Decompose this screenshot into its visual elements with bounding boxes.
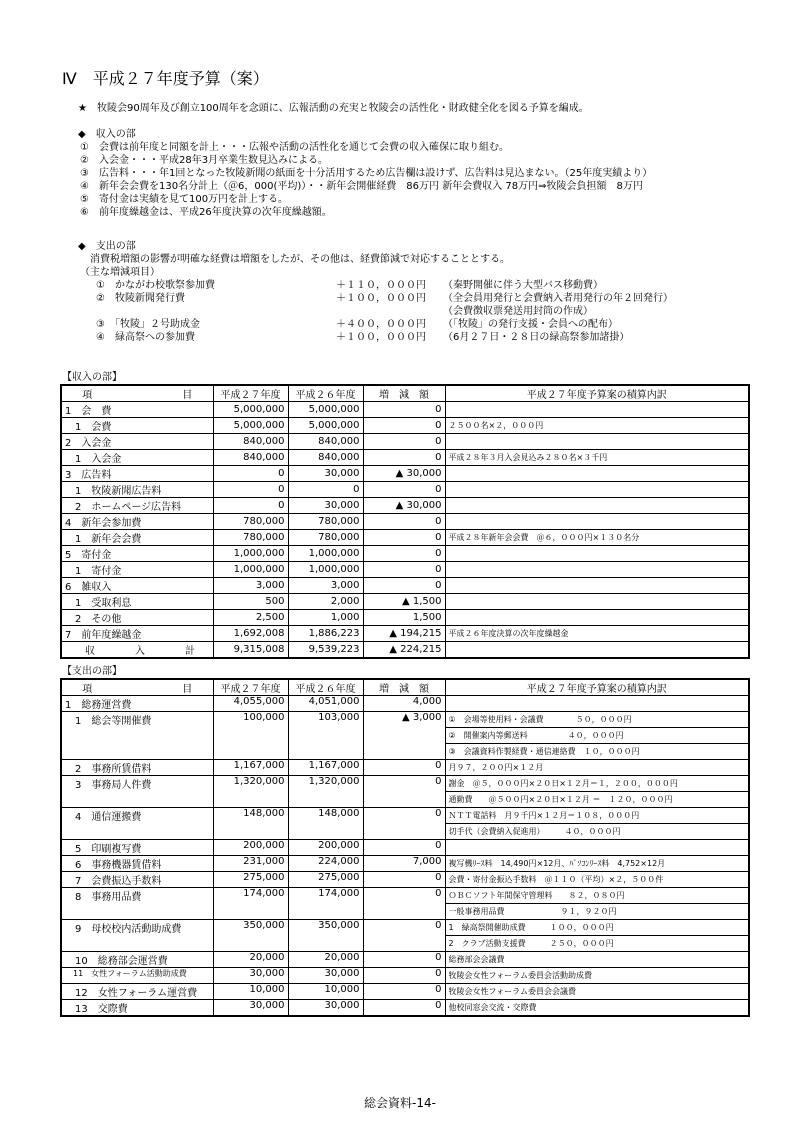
fy26-cell: 1,886,223 — [288, 626, 363, 642]
change-amount: ＋１１０，０００円 — [336, 280, 426, 291]
table-row — [61, 856, 749, 872]
fy26-cell: 1,000,000 — [288, 546, 363, 562]
table-row — [61, 530, 749, 546]
expense-table-caption: 【支出の部】 — [62, 666, 122, 677]
table-row — [61, 514, 749, 530]
table-row — [61, 402, 749, 418]
table-row — [61, 626, 749, 642]
fy26-cell: 10,000 — [288, 984, 363, 1000]
table-row — [61, 968, 749, 984]
table-row — [61, 594, 749, 610]
fy27-cell: 350,000 — [213, 920, 288, 952]
item-cell: 1 新年会会費 — [61, 530, 213, 546]
table-row — [61, 578, 749, 594]
diff-cell: 0 — [363, 872, 445, 888]
item-cell: 7 前年度繰越金 — [61, 626, 213, 642]
col-header-fy26: 平成２６年度 — [288, 679, 363, 696]
change-label: ④ 緑高祭への参加費 — [96, 332, 195, 343]
item-cell: 3 事務局人件費 — [61, 776, 213, 808]
fy26-cell: 103,000 — [288, 712, 363, 760]
item-cell: 1 入会金 — [61, 450, 213, 466]
expense-table — [60, 678, 750, 1017]
fy26-cell: 2,000 — [288, 594, 363, 610]
page-title: Ⅳ 平成２７年度予算（案） — [62, 69, 269, 88]
diff-cell: 0 — [363, 760, 445, 776]
fy27-cell: 840,000 — [213, 434, 288, 450]
breakdown-cell: 総務部会会議費 — [445, 952, 749, 968]
fy27-cell: 2,500 — [213, 610, 288, 626]
fy26-cell: 1,167,000 — [288, 760, 363, 776]
diff-cell: 0 — [363, 776, 445, 808]
income-table — [60, 384, 750, 659]
fy26-cell: 20,000 — [288, 952, 363, 968]
item-cell: 5 印刷複写費 — [61, 840, 213, 856]
diff-cell: ▲ 30,000 — [363, 466, 445, 482]
fy27-cell: 5,000,000 — [213, 402, 288, 418]
breakdown-cell: 切手代（会費納入促進用） ４０，０００円 — [445, 824, 749, 840]
income-note: ① 会費は前年度と同額を計上・・・広報や活動の活性化を通じて会費の収入確保に取り組む。 — [80, 142, 509, 153]
item-cell: 2 その他 — [61, 610, 213, 626]
change-label: ③ 「牧陵」２号助成金 — [96, 319, 200, 330]
item-cell: 6 事務機器賃借料 — [61, 856, 213, 872]
breakdown-cell: 牧陵会女性フォーラム委員会活動助成費 — [445, 968, 749, 984]
fy27-cell: 5,000,000 — [213, 418, 288, 434]
col-header-diff: 増 減 額 — [363, 679, 445, 696]
item-cell: 1 受取利息 — [61, 594, 213, 610]
table-row — [61, 562, 749, 578]
diff-cell: 0 — [363, 434, 445, 450]
income-note: ⑤ 寄付金は実績を見て100万円を計上する。 — [80, 194, 289, 205]
fy27-cell: 174,000 — [213, 888, 288, 920]
intro-text: ★ 牧陵会90周年及び創立100周年を念頭に、広報活動の充実と牧陵会の活性化・財政健全化を図る予算を編成。 — [78, 103, 589, 114]
fy26-cell: 174,000 — [288, 888, 363, 920]
fy27-cell: 0 — [213, 498, 288, 514]
fy27-cell: 148,000 — [213, 808, 288, 840]
breakdown-cell: 平成２６年度決算の次年度繰越金 — [445, 626, 749, 642]
diff-cell: 0 — [363, 450, 445, 466]
change-note: （全会員用発行と会費納入者用発行の年２回発行） — [443, 293, 673, 304]
income-note: ⑥ 前年度繰越金は、平成26年度決算の次年度繰越額。 — [80, 207, 332, 218]
fy26-cell: 1,320,000 — [288, 776, 363, 808]
change-amount: ＋１００，０００円 — [336, 332, 426, 343]
table-row — [61, 418, 749, 434]
fy26-cell: 275,000 — [288, 872, 363, 888]
item-cell: 1 総会等開催費 — [61, 712, 213, 760]
fy27-cell: 780,000 — [213, 530, 288, 546]
change-note: （秦野開催に伴う大型バス移動費） — [443, 280, 603, 291]
diff-cell: ▲ 194,215 — [363, 626, 445, 642]
page-footer: 総会資料-14- — [364, 1096, 436, 1110]
income-notes — [80, 141, 652, 219]
fy26-cell: 840,000 — [288, 450, 363, 466]
diff-cell: 0 — [363, 418, 445, 434]
breakdown-cell: 平成２８年３月入会見込み２８０名×３千円 — [445, 450, 749, 466]
item-cell: 1 会費 — [61, 418, 213, 434]
diff-cell: 0 — [363, 1000, 445, 1017]
breakdown-cell — [445, 402, 749, 418]
item-cell: 1 総務運営費 — [61, 696, 213, 712]
table-row — [61, 712, 749, 728]
item-cell: 1 牧陵新聞広告料 — [61, 482, 213, 498]
change-label: ② 牧陵新聞発行費 — [96, 293, 185, 304]
breakdown-cell — [445, 562, 749, 578]
fy26-cell: 5,000,000 — [288, 418, 363, 434]
breakdown-cell — [445, 578, 749, 594]
change-amount: ＋４００，０００円 — [336, 319, 426, 330]
change-label: ① かながわ校歌祭参加費 — [96, 280, 215, 291]
table-row — [61, 888, 749, 904]
diff-cell: ▲ 3,000 — [363, 712, 445, 760]
table-row — [61, 498, 749, 514]
fy27-cell: 275,000 — [213, 872, 288, 888]
table-row — [61, 760, 749, 776]
col-header-fy26: 平成２６年度 — [288, 385, 363, 402]
diff-cell: 1,500 — [363, 610, 445, 626]
table-row — [61, 546, 749, 562]
expense-sub: （主な増減項目） — [80, 267, 160, 278]
change-note: （6月２７日・２８日の緑高祭参加諸掛） — [443, 332, 630, 343]
item-cell: 4 新年会参加費 — [61, 514, 213, 530]
item-cell: 5 寄付金 — [61, 546, 213, 562]
table-row — [61, 482, 749, 498]
col-header-breakdown: 平成２７年度予算案の積算内訳 — [445, 385, 749, 402]
item-cell: 10 総務部会運営費 — [61, 952, 213, 968]
diff-cell: 0 — [363, 920, 445, 952]
fy27-cell: 500 — [213, 594, 288, 610]
breakdown-cell: ２５００名×２，０００円 — [445, 418, 749, 434]
fy27-cell: 3,000 — [213, 578, 288, 594]
fy26-cell: 200,000 — [288, 840, 363, 856]
fy26-cell: 840,000 — [288, 434, 363, 450]
item-cell: 8 事務用品費 — [61, 888, 213, 920]
table-row — [61, 696, 749, 712]
item-cell: 2 入会金 — [61, 434, 213, 450]
fy27-cell: 30,000 — [213, 968, 288, 984]
diff-cell: ▲ 1,500 — [363, 594, 445, 610]
change-amount: ＋１００，０００円 — [336, 293, 426, 304]
item-cell: 9 母校校内活動助成費 — [61, 920, 213, 952]
item-cell: 4 通信運搬費 — [61, 808, 213, 840]
breakdown-cell — [445, 840, 749, 856]
diff-cell: 0 — [363, 968, 445, 984]
fy26-cell: 1,000,000 — [288, 562, 363, 578]
diff-cell: 0 — [363, 530, 445, 546]
income-note: ② 入会金・・・平成28年3月卒業生数見込みによる。 — [80, 155, 329, 166]
diff-cell: 0 — [363, 952, 445, 968]
fy27-cell: 10,000 — [213, 984, 288, 1000]
diff-cell: 0 — [363, 514, 445, 530]
fy27-cell: 780,000 — [213, 514, 288, 530]
item-cell: 1 寄付金 — [61, 562, 213, 578]
item-cell: 3 広告料 — [61, 466, 213, 482]
diff-cell: 0 — [363, 888, 445, 920]
table-row — [61, 952, 749, 968]
item-cell: 12 女性フォーラム運営費 — [61, 984, 213, 1000]
fy26-cell: 3,000 — [288, 578, 363, 594]
fy26-cell: 148,000 — [288, 808, 363, 840]
breakdown-cell — [445, 498, 749, 514]
col-header-diff: 増 減 額 — [363, 385, 445, 402]
fy26-cell: 30,000 — [288, 1000, 363, 1017]
fy27-cell: 30,000 — [213, 1000, 288, 1017]
item-cell: 7 会費振込手数料 — [61, 872, 213, 888]
item-cell: 11 女性フォーラム活動助成費 — [61, 968, 213, 984]
diff-cell: 0 — [363, 482, 445, 498]
fy26-cell: 9,539,223 — [288, 642, 363, 659]
table-row — [61, 920, 749, 936]
fy27-cell: 1,167,000 — [213, 760, 288, 776]
breakdown-cell: ② 開催案内等郵送料 ４０，０００円 — [445, 728, 749, 744]
breakdown-cell: 通勤費 ＠５００円×２０日×１２月 ＝ １２０，０００円 — [445, 792, 749, 808]
diff-cell: 0 — [363, 402, 445, 418]
item-cell: 2 事務所賃借料 — [61, 760, 213, 776]
fy27-cell: 20,000 — [213, 952, 288, 968]
fy27-cell: 1,320,000 — [213, 776, 288, 808]
breakdown-cell: 謝金 ＠５，０００円×２０日×１２月＝１，２００，０００円 — [445, 776, 749, 792]
table-row — [61, 610, 749, 626]
income-note: ③ 広告料・・・年1回となった牧陵新聞の紙面を十分活用するため広告欄は設けず、広告料は見込まない。（25年度実績より） — [80, 168, 653, 179]
breakdown-cell: 月９７，２００円×１２月 — [445, 760, 749, 776]
breakdown-cell — [445, 610, 749, 626]
col-header-item: 項 目 — [61, 679, 213, 696]
breakdown-cell — [445, 514, 749, 530]
breakdown-cell — [445, 434, 749, 450]
breakdown-cell — [445, 696, 749, 712]
fy26-cell: 1,000 — [288, 610, 363, 626]
breakdown-cell: 複写機ﾘｰｽ料 14,490円×12月、ﾊﾟｿｺﾝﾘｰｽ料 4,752×12月 — [445, 856, 749, 872]
breakdown-cell: 2 クラブ活動支援費 ２５０，０００円 — [445, 936, 749, 952]
diff-cell: 0 — [363, 808, 445, 840]
col-header-fy27: 平成２７年度 — [213, 679, 288, 696]
fy26-cell: 350,000 — [288, 920, 363, 952]
fy27-cell: 100,000 — [213, 712, 288, 760]
breakdown-cell: 他校同窓会交流・交際費 — [445, 1000, 749, 1017]
fy27-cell: 9,315,008 — [213, 642, 288, 659]
fy27-cell: 1,000,000 — [213, 546, 288, 562]
table-row — [61, 984, 749, 1000]
table-row — [61, 808, 749, 824]
income-table-caption: 【収入の部】 — [62, 372, 122, 383]
table-row — [61, 434, 749, 450]
diff-cell: 0 — [363, 984, 445, 1000]
fy26-cell: 30,000 — [288, 968, 363, 984]
diff-cell: 0 — [363, 562, 445, 578]
item-cell: 13 交際費 — [61, 1000, 213, 1017]
fy27-cell: 4,055,000 — [213, 696, 288, 712]
diff-cell: 7,000 — [363, 856, 445, 872]
change-note: （会費徴収票発送用封筒の作成） — [443, 306, 593, 317]
breakdown-cell: 平成２８年新年会会費 ＠６，０００円×１３０名分 — [445, 530, 749, 546]
diff-cell: ▲ 30,000 — [363, 498, 445, 514]
diff-cell: 4,000 — [363, 696, 445, 712]
table-row — [61, 1000, 749, 1017]
breakdown-cell: 1 緑高祭開催助成費 １００，０００円 — [445, 920, 749, 936]
breakdown-cell: ＮＴＴ電話料 月９千円×１２月＝１０８，０００円 — [445, 808, 749, 824]
breakdown-cell — [445, 482, 749, 498]
fy27-cell: 0 — [213, 482, 288, 498]
breakdown-cell — [445, 642, 749, 659]
fy26-cell: 5,000,000 — [288, 402, 363, 418]
fy27-cell: 200,000 — [213, 840, 288, 856]
breakdown-cell: 牧陵会女性フォーラム委員会会議費 — [445, 984, 749, 1000]
fy26-cell: 30,000 — [288, 466, 363, 482]
fy26-cell: 780,000 — [288, 514, 363, 530]
breakdown-cell: ① 会場等使用料・会議費 ５０，０００円 — [445, 712, 749, 728]
expense-heading: ◆ 支出の部 — [78, 241, 136, 252]
fy27-cell: 1,692,008 — [213, 626, 288, 642]
income-heading: ◆ 収入の部 — [78, 129, 136, 140]
fy26-cell: 0 — [288, 482, 363, 498]
fy27-cell: 0 — [213, 466, 288, 482]
breakdown-cell: ③ 会議資料作製経費・通信連絡費 １０，０００円 — [445, 744, 749, 760]
table-row — [61, 872, 749, 888]
breakdown-cell — [445, 466, 749, 482]
change-note: （「牧陵」の発行支援・会員への配布） — [443, 319, 618, 330]
diff-cell: ▲ 224,215 — [363, 642, 445, 659]
fy27-cell: 231,000 — [213, 856, 288, 872]
table-row — [61, 840, 749, 856]
fy26-cell: 30,000 — [288, 498, 363, 514]
income-note: ④ 新年会会費を130名分計上（＠6，000(平均)）・・新年会開催経費 86万円 新年会費収入 78万円⇒牧陵会負担額 8万円 — [80, 181, 643, 192]
diff-cell: 0 — [363, 578, 445, 594]
table-row — [61, 776, 749, 792]
expense-desc: 消費税増額の影響が明確な経費は増額をしたが、その他は、経費節減で対応することとする。 — [90, 254, 510, 265]
col-header-item: 項 目 — [61, 385, 213, 402]
fy26-cell: 780,000 — [288, 530, 363, 546]
item-cell: 収 入 計 — [61, 642, 213, 659]
item-cell: 2 ホームページ広告料 — [61, 498, 213, 514]
item-cell: 1 会 費 — [61, 402, 213, 418]
breakdown-cell: ＯＢＣソフト年間保守管理料 ８２，０８０円 — [445, 888, 749, 904]
col-header-breakdown: 平成２７年度予算案の積算内訳 — [445, 679, 749, 696]
breakdown-cell — [445, 546, 749, 562]
table-row — [61, 466, 749, 482]
breakdown-cell: 一般事務用品費 ９１，９２０円 — [445, 904, 749, 920]
breakdown-cell: 会費・寄付金振込手数料 ＠１１０（平均）×２，５００件 — [445, 872, 749, 888]
diff-cell: 0 — [363, 546, 445, 562]
fy26-cell: 4,051,000 — [288, 696, 363, 712]
fy26-cell: 224,000 — [288, 856, 363, 872]
table-row — [61, 450, 749, 466]
breakdown-cell — [445, 594, 749, 610]
col-header-fy27: 平成２７年度 — [213, 385, 288, 402]
item-cell: 6 雑収入 — [61, 578, 213, 594]
fy27-cell: 1,000,000 — [213, 562, 288, 578]
table-row — [61, 642, 749, 659]
diff-cell: 0 — [363, 840, 445, 856]
fy27-cell: 840,000 — [213, 450, 288, 466]
